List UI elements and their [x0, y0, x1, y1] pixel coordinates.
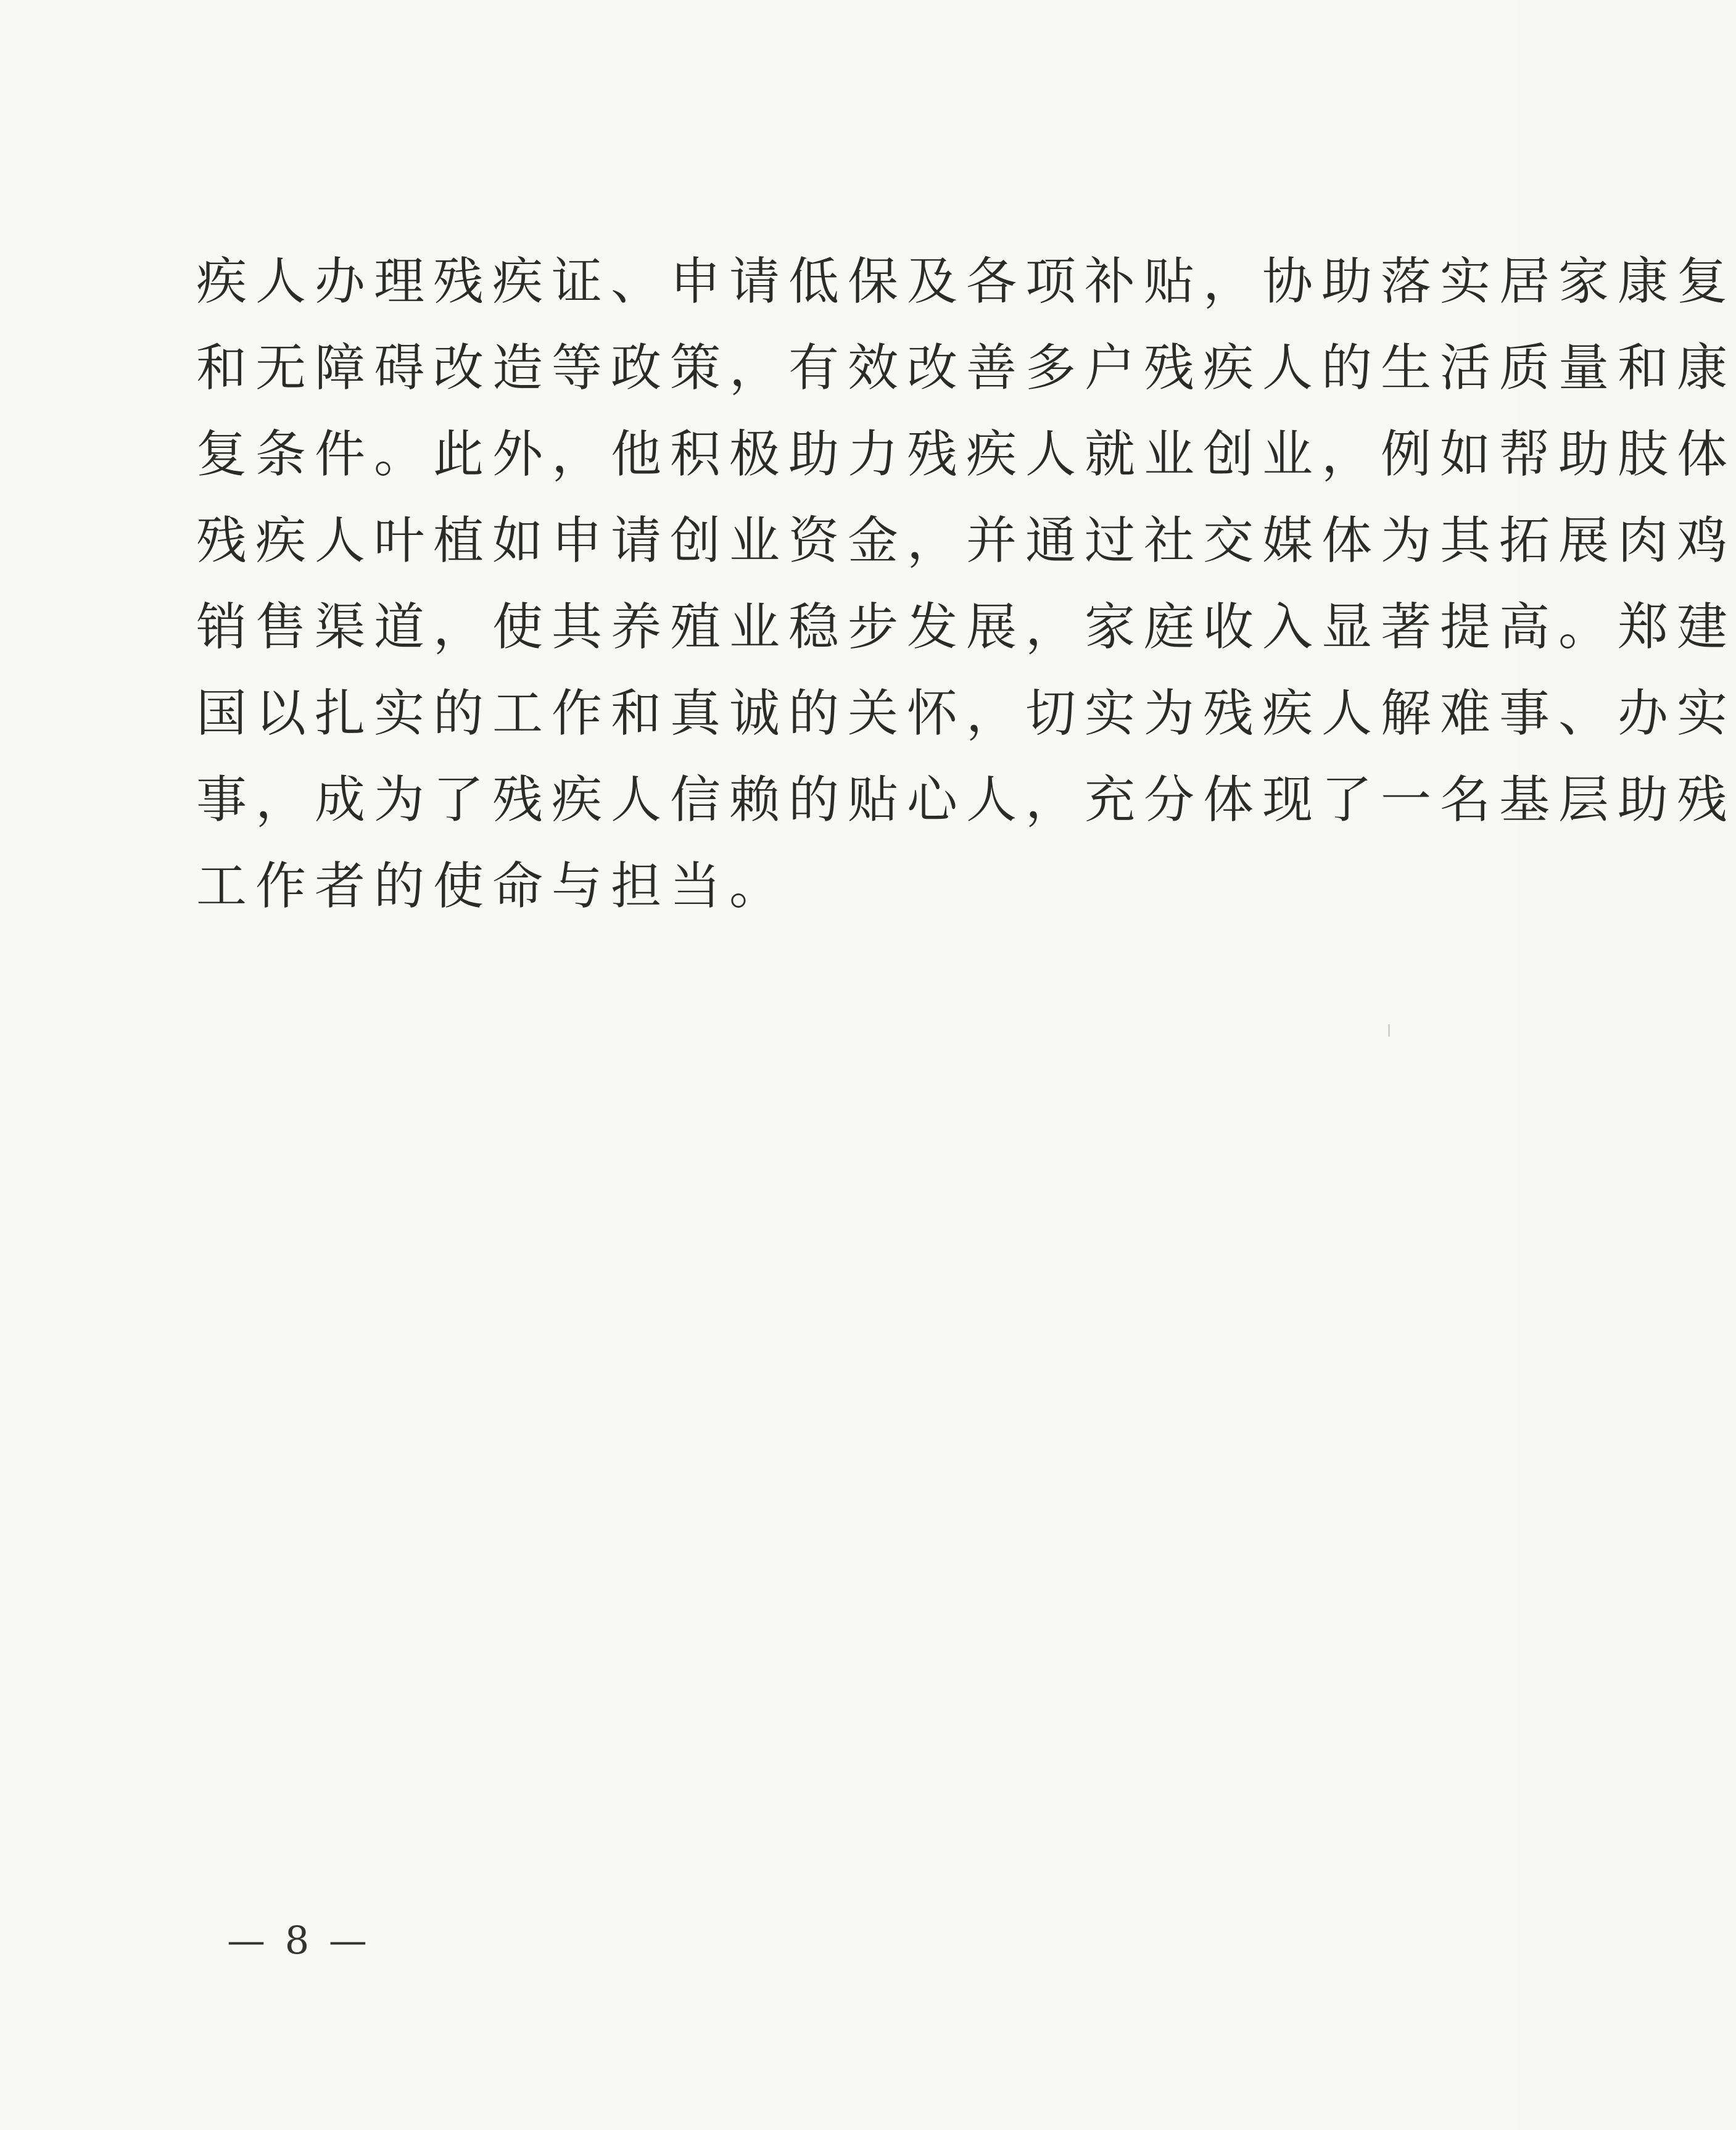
page-number: — 8 —: [227, 1918, 371, 1963]
text-line: 复条件。此外，他积极助力残疾人就业创业，例如帮助肢体: [196, 425, 1736, 484]
text-line: 事，成为了残疾人信赖的贴心人，充分体现了一名基层助残: [196, 771, 1736, 829]
text-line: 和无障碍改造等政策，有效改善多户残疾人的生活质量和康: [196, 339, 1736, 397]
scan-artifact: [1388, 1024, 1390, 1037]
text-line: 残疾人叶植如申请创业资金，并通过社交媒体为其拓展肉鸡: [196, 512, 1736, 570]
text-line: 国以扎实的工作和真诚的关怀，切实为残疾人解难事、办实: [196, 684, 1736, 743]
text-line: 疾人办理残疾证、申请低保及各项补贴，协助落实居家康复: [196, 252, 1736, 311]
text-line: 工作者的使命与担当。: [196, 857, 789, 916]
body-paragraph: [196, 242, 1736, 933]
text-line: 销售渠道，使其养殖业稳步发展，家庭收入显著提高。郑建: [196, 598, 1736, 657]
